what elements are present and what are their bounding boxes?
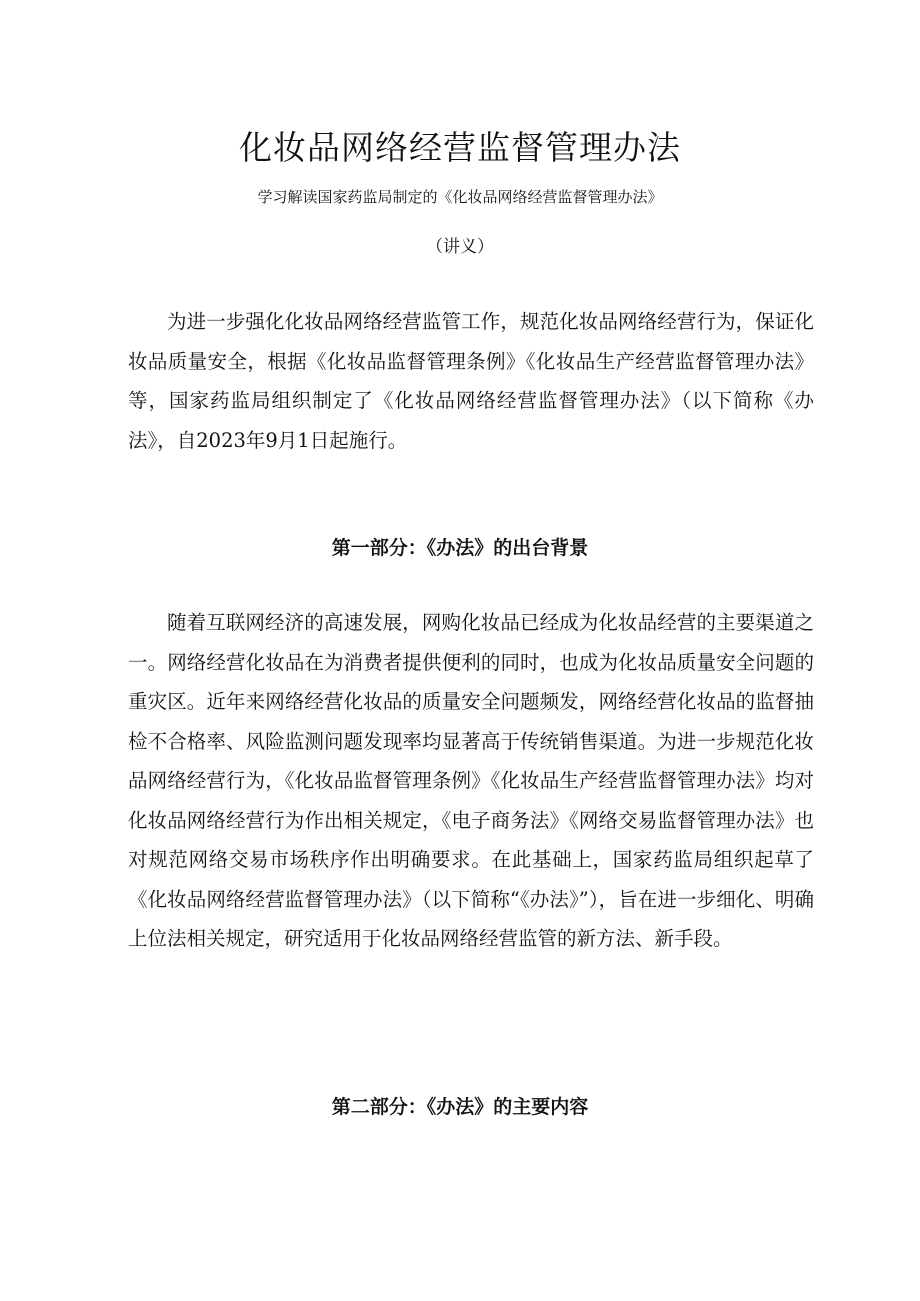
document-subtitle: 学习解读国家药监局制定的《化妆品网络经营监督管理办法》 xyxy=(257,188,663,206)
document-note: （讲义） xyxy=(426,237,494,257)
intro-paragraph: 为进一步强化化妆品网络经营监管工作，规范化妆品网络经营行为，保证化妆品质量安全，根据《化妆品监督管理条例》《化妆品生产经营监督管理办法》等，国家药监局组织制定了《化妆品网络经营监督管理办法》（以下简称《办法》，自2023年9月1日起施行。 xyxy=(128,310,814,452)
section-body-background: 随着互联网经济的高速发展，网购化妆品已经成为化妆品经营的主要渠道之一。网络经营化妆品在为消费者提供便利的同时，也成为化妆品质量安全问题的重灾区。近年来网络经营化妆品的质量安全问题频发，网络经营化妆品的监督抽检不合格率、风险监测问题发现率均显著高于传统销售渠道。为进一步规范化妆品网络经营行为，《化妆品监督管理条例》《化妆品生产经营监督管理办法》均对化妆品网络经营行为作出相关规定，《电子商务法》《网络交易监督管理办法》也对规范网络交易市场秩序作出明确要求。在此基础上，国家药监局组织起草了《化妆品网络经营监督管理办法》（以下简称“《办法》”），旨在进一步细化、明确上位法相关规定，研究适用于化妆品网络经营监管的新方法、新手段。 xyxy=(128,611,814,950)
section-heading-main-content: 第二部分：《办法》的主要内容 xyxy=(331,1096,589,1118)
document-title: 化妆品网络经营监督管理办法 xyxy=(239,128,681,167)
section-heading-background: 第一部分：《办法》的出台背景 xyxy=(331,537,589,559)
